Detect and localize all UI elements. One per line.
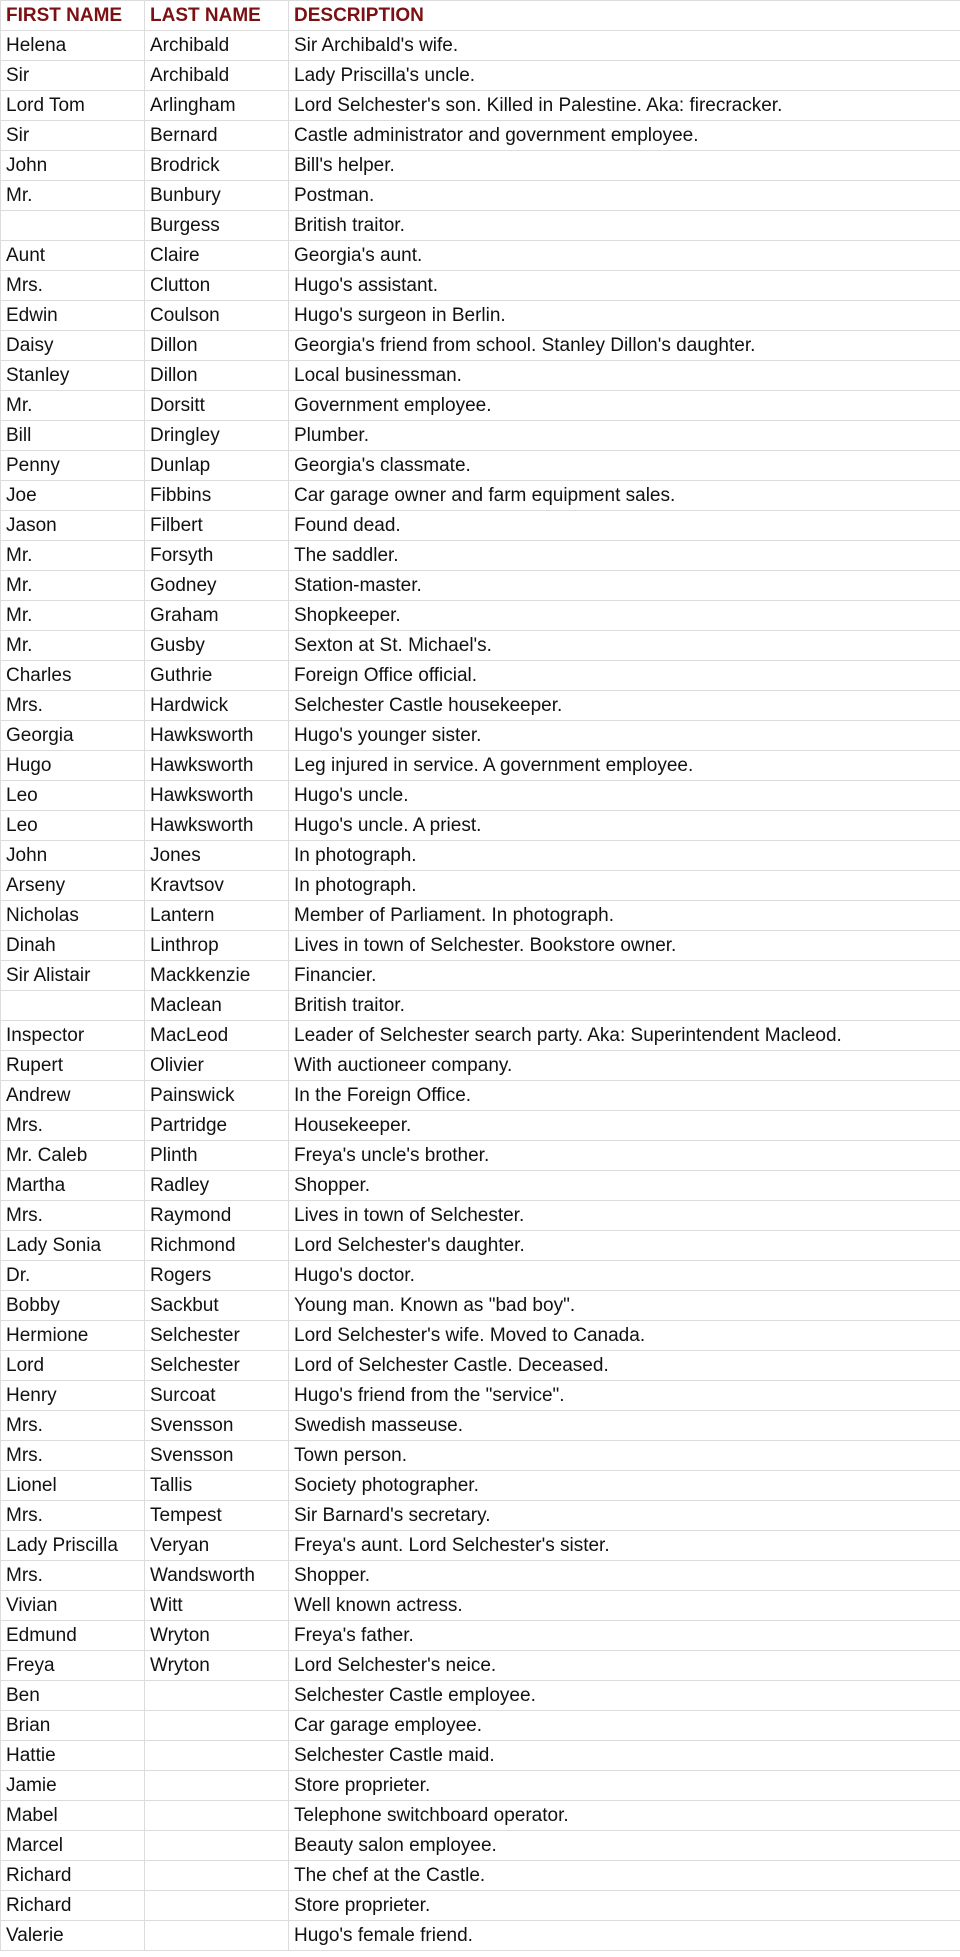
description-cell: Car garage owner and farm equipment sales. [289,481,960,511]
table-row [1,991,960,1021]
description-cell: Local businessman. [289,361,960,391]
description-cell: Sexton at St. Michael's. [289,631,960,661]
last-name-cell: Richmond [145,1231,289,1261]
table-row [1,1051,960,1081]
first-name-cell: Jason [1,511,145,541]
description-cell: Telephone switchboard operator. [289,1801,960,1831]
first-name-cell: Lord [1,1351,145,1381]
first-name-cell: Bill [1,421,145,451]
table-row [1,1321,960,1351]
last-name-cell [145,1771,289,1801]
description-cell: Lord Selchester's wife. Moved to Canada. [289,1321,960,1351]
table-row [1,691,960,721]
last-name-cell: Rogers [145,1261,289,1291]
description-cell: Postman. [289,181,960,211]
first-name-cell: Andrew [1,1081,145,1111]
table-row [1,1201,960,1231]
first-name-cell: Mr. Caleb [1,1141,145,1171]
first-name-cell: Mrs. [1,271,145,301]
first-name-cell: Mrs. [1,691,145,721]
last-name-cell: Claire [145,241,289,271]
table-row [1,631,960,661]
description-cell: Sir Barnard's secretary. [289,1501,960,1531]
last-name-cell [145,1891,289,1921]
table-row [1,1471,960,1501]
description-cell: Lady Priscilla's uncle. [289,61,960,91]
table-row [1,1291,960,1321]
table-row [1,331,960,361]
first-name-cell: Bobby [1,1291,145,1321]
description-cell: Store proprieter. [289,1771,960,1801]
last-name-cell: Arlingham [145,91,289,121]
last-name-cell [145,1741,289,1771]
table-row [1,1621,960,1651]
description-cell: In photograph. [289,841,960,871]
table-row [1,1111,960,1141]
first-name-cell: Nicholas [1,901,145,931]
first-name-cell [1,211,145,241]
first-name-cell: Lionel [1,1471,145,1501]
table-row [1,91,960,121]
description-cell: Hugo's uncle. A priest. [289,811,960,841]
description-cell: Selchester Castle housekeeper. [289,691,960,721]
description-cell: Freya's father. [289,1621,960,1651]
last-name-cell: Linthrop [145,931,289,961]
last-name-cell: Hardwick [145,691,289,721]
table-row [1,361,960,391]
table-row [1,211,960,241]
description-cell: Georgia's classmate. [289,451,960,481]
first-name-cell: Mr. [1,181,145,211]
first-name-cell: Jamie [1,1771,145,1801]
last-name-cell [145,1681,289,1711]
description-cell: Young man. Known as "bad boy". [289,1291,960,1321]
last-name-cell: Clutton [145,271,289,301]
first-name-cell: Inspector [1,1021,145,1051]
description-cell: Leg injured in service. A government employee. [289,751,960,781]
table-row [1,1741,960,1771]
first-name-cell: Mrs. [1,1201,145,1231]
first-name-cell: Henry [1,1381,145,1411]
last-name-cell: Hawksworth [145,811,289,841]
table-row [1,901,960,931]
last-name-cell: Bunbury [145,181,289,211]
table-row [1,1171,960,1201]
table-row [1,541,960,571]
last-name-cell [145,1801,289,1831]
last-name-cell: Wandsworth [145,1561,289,1591]
last-name-cell: Bernard [145,121,289,151]
description-cell: British traitor. [289,211,960,241]
table-row [1,961,960,991]
table-row [1,751,960,781]
description-cell: Society photographer. [289,1471,960,1501]
table-row [1,1021,960,1051]
first-name-cell: Rupert [1,1051,145,1081]
description-cell: Lives in town of Selchester. Bookstore owner. [289,931,960,961]
last-name-cell: Archibald [145,61,289,91]
first-name-cell: John [1,841,145,871]
description-cell: Hugo's female friend. [289,1921,960,1951]
last-name-cell: Sackbut [145,1291,289,1321]
first-name-cell: Mr. [1,541,145,571]
description-cell: Hugo's younger sister. [289,721,960,751]
last-name-cell: Jones [145,841,289,871]
last-name-cell: Burgess [145,211,289,241]
last-name-cell: Dunlap [145,451,289,481]
description-cell: Lord Selchester's neice. [289,1651,960,1681]
table-row [1,931,960,961]
first-name-cell: Lady Priscilla [1,1531,145,1561]
first-name-cell: Lady Sonia [1,1231,145,1261]
table-row [1,721,960,751]
table-row [1,1861,960,1891]
first-name-cell: John [1,151,145,181]
last-name-cell: Plinth [145,1141,289,1171]
first-name-cell: Leo [1,781,145,811]
first-name-cell: Edmund [1,1621,145,1651]
last-name-cell: Svensson [145,1441,289,1471]
table-row [1,601,960,631]
table-row [1,271,960,301]
table-row [1,511,960,541]
last-name-cell: Hawksworth [145,751,289,781]
description-cell: Sir Archibald's wife. [289,31,960,61]
table-row [1,451,960,481]
last-name-cell: Dorsitt [145,391,289,421]
table-row [1,151,960,181]
description-cell: Leader of Selchester search party. Aka: Superintendent Macleod. [289,1021,960,1051]
last-name-cell: Archibald [145,31,289,61]
description-cell: Station-master. [289,571,960,601]
last-name-cell: Mackkenzie [145,961,289,991]
first-name-header: FIRST NAME [1,1,145,31]
description-cell: Selchester Castle employee. [289,1681,960,1711]
description-cell: Shopper. [289,1171,960,1201]
table-row [1,301,960,331]
first-name-cell: Mabel [1,1801,145,1831]
first-name-cell: Aunt [1,241,145,271]
last-name-cell: Tempest [145,1501,289,1531]
last-name-cell: Brodrick [145,151,289,181]
last-name-cell: Svensson [145,1411,289,1441]
description-cell: Plumber. [289,421,960,451]
last-name-cell: Wryton [145,1621,289,1651]
description-cell: Town person. [289,1441,960,1471]
description-cell: Georgia's friend from school. Stanley Dillon's daughter. [289,331,960,361]
first-name-cell: Joe [1,481,145,511]
description-cell: Castle administrator and government employee. [289,121,960,151]
first-name-cell: Hattie [1,1741,145,1771]
last-name-cell: Dringley [145,421,289,451]
description-cell: Hugo's friend from the "service". [289,1381,960,1411]
last-name-cell: Graham [145,601,289,631]
first-name-cell: Valerie [1,1921,145,1951]
first-name-cell: Vivian [1,1591,145,1621]
description-cell: Well known actress. [289,1591,960,1621]
table-row [1,1501,960,1531]
first-name-cell: Hugo [1,751,145,781]
last-name-cell: Selchester [145,1321,289,1351]
table-row [1,1261,960,1291]
last-name-cell: Filbert [145,511,289,541]
description-cell: Lord Selchester's daughter. [289,1231,960,1261]
table-row [1,1411,960,1441]
last-name-cell: Dillon [145,361,289,391]
first-name-cell: Brian [1,1711,145,1741]
description-cell: Freya's aunt. Lord Selchester's sister. [289,1531,960,1561]
description-cell: Lord Selchester's son. Killed in Palestine. Aka: firecracker. [289,91,960,121]
first-name-cell: Dinah [1,931,145,961]
last-name-cell: Kravtsov [145,871,289,901]
first-name-cell: Georgia [1,721,145,751]
last-name-cell: Dillon [145,331,289,361]
description-cell: Car garage employee. [289,1711,960,1741]
table-row [1,661,960,691]
first-name-cell: Mr. [1,601,145,631]
last-name-header: LAST NAME [145,1,289,31]
last-name-cell: Olivier [145,1051,289,1081]
table-row [1,1351,960,1381]
first-name-cell: Marcel [1,1831,145,1861]
description-cell: Beauty salon employee. [289,1831,960,1861]
first-name-cell: Ben [1,1681,145,1711]
description-cell: With auctioneer company. [289,1051,960,1081]
first-name-cell: Penny [1,451,145,481]
description-cell: Georgia's aunt. [289,241,960,271]
table-row [1,1381,960,1411]
description-cell: Selchester Castle maid. [289,1741,960,1771]
description-cell: Freya's uncle's brother. [289,1141,960,1171]
first-name-cell: Edwin [1,301,145,331]
first-name-cell: Richard [1,1891,145,1921]
table-row [1,841,960,871]
last-name-cell [145,1711,289,1741]
last-name-cell: Hawksworth [145,781,289,811]
first-name-cell: Sir [1,121,145,151]
table-row [1,571,960,601]
first-name-cell: Arseny [1,871,145,901]
table-row [1,1771,960,1801]
first-name-cell: Mrs. [1,1411,145,1441]
description-cell: Housekeeper. [289,1111,960,1141]
table-row [1,391,960,421]
first-name-cell: Mr. [1,391,145,421]
table-row [1,1531,960,1561]
first-name-cell: Mrs. [1,1501,145,1531]
last-name-cell [145,1861,289,1891]
description-cell: Store proprieter. [289,1891,960,1921]
last-name-cell [145,1831,289,1861]
description-cell: Foreign Office official. [289,661,960,691]
first-name-cell: Mr. [1,631,145,661]
last-name-cell: Forsyth [145,541,289,571]
table-row [1,181,960,211]
last-name-cell: Wryton [145,1651,289,1681]
first-name-cell: Sir Alistair [1,961,145,991]
table-row [1,1921,960,1951]
last-name-cell: Witt [145,1591,289,1621]
table-row [1,1591,960,1621]
description-cell: Lives in town of Selchester. [289,1201,960,1231]
table-row [1,481,960,511]
last-name-cell: Lantern [145,901,289,931]
last-name-cell: MacLeod [145,1021,289,1051]
table-row [1,1231,960,1261]
last-name-cell: Fibbins [145,481,289,511]
table-row [1,421,960,451]
header-row [1,1,960,31]
last-name-cell: Partridge [145,1111,289,1141]
table-row [1,61,960,91]
last-name-cell: Surcoat [145,1381,289,1411]
first-name-cell: Helena [1,31,145,61]
first-name-cell: Mrs. [1,1441,145,1471]
table-row [1,1441,960,1471]
last-name-cell: Guthrie [145,661,289,691]
first-name-cell: Hermione [1,1321,145,1351]
first-name-cell: Mr. [1,571,145,601]
table-row [1,1561,960,1591]
last-name-cell: Veryan [145,1531,289,1561]
first-name-cell: Richard [1,1861,145,1891]
last-name-cell: Godney [145,571,289,601]
table-row [1,1831,960,1861]
description-cell: Lord of Selchester Castle. Deceased. [289,1351,960,1381]
description-cell: Hugo's assistant. [289,271,960,301]
last-name-cell: Raymond [145,1201,289,1231]
first-name-cell: Freya [1,1651,145,1681]
description-cell: Found dead. [289,511,960,541]
last-name-cell: Maclean [145,991,289,1021]
description-cell: Government employee. [289,391,960,421]
first-name-cell: Mrs. [1,1111,145,1141]
description-cell: In photograph. [289,871,960,901]
description-cell: The saddler. [289,541,960,571]
first-name-cell: Charles [1,661,145,691]
first-name-cell: Daisy [1,331,145,361]
table-row [1,1141,960,1171]
description-cell: Shopkeeper. [289,601,960,631]
table-row [1,811,960,841]
table-row [1,1891,960,1921]
last-name-cell: Gusby [145,631,289,661]
last-name-cell: Hawksworth [145,721,289,751]
first-name-cell: Martha [1,1171,145,1201]
description-cell: Bill's helper. [289,151,960,181]
table-row [1,1711,960,1741]
description-cell: Hugo's surgeon in Berlin. [289,301,960,331]
description-header: DESCRIPTION [289,1,960,31]
last-name-cell [145,1921,289,1951]
table-row [1,871,960,901]
last-name-cell: Tallis [145,1471,289,1501]
first-name-cell: Sir [1,61,145,91]
description-cell: Member of Parliament. In photograph. [289,901,960,931]
description-cell: The chef at the Castle. [289,1861,960,1891]
first-name-cell: Stanley [1,361,145,391]
first-name-cell: Leo [1,811,145,841]
table-row [1,1081,960,1111]
table-row [1,1681,960,1711]
description-cell: Hugo's uncle. [289,781,960,811]
table-row [1,31,960,61]
first-name-cell [1,991,145,1021]
table-row [1,121,960,151]
description-cell: Swedish masseuse. [289,1411,960,1441]
last-name-cell: Coulson [145,301,289,331]
first-name-cell: Mrs. [1,1561,145,1591]
table-row [1,1651,960,1681]
last-name-cell: Radley [145,1171,289,1201]
first-name-cell: Dr. [1,1261,145,1291]
last-name-cell: Painswick [145,1081,289,1111]
description-cell: Hugo's doctor. [289,1261,960,1291]
table-row [1,241,960,271]
description-cell: Shopper. [289,1561,960,1591]
description-cell: British traitor. [289,991,960,1021]
table-body [1,31,960,1951]
table-row [1,781,960,811]
first-name-cell: Lord Tom [1,91,145,121]
table-row [1,1801,960,1831]
description-cell: In the Foreign Office. [289,1081,960,1111]
last-name-cell: Selchester [145,1351,289,1381]
description-cell: Financier. [289,961,960,991]
